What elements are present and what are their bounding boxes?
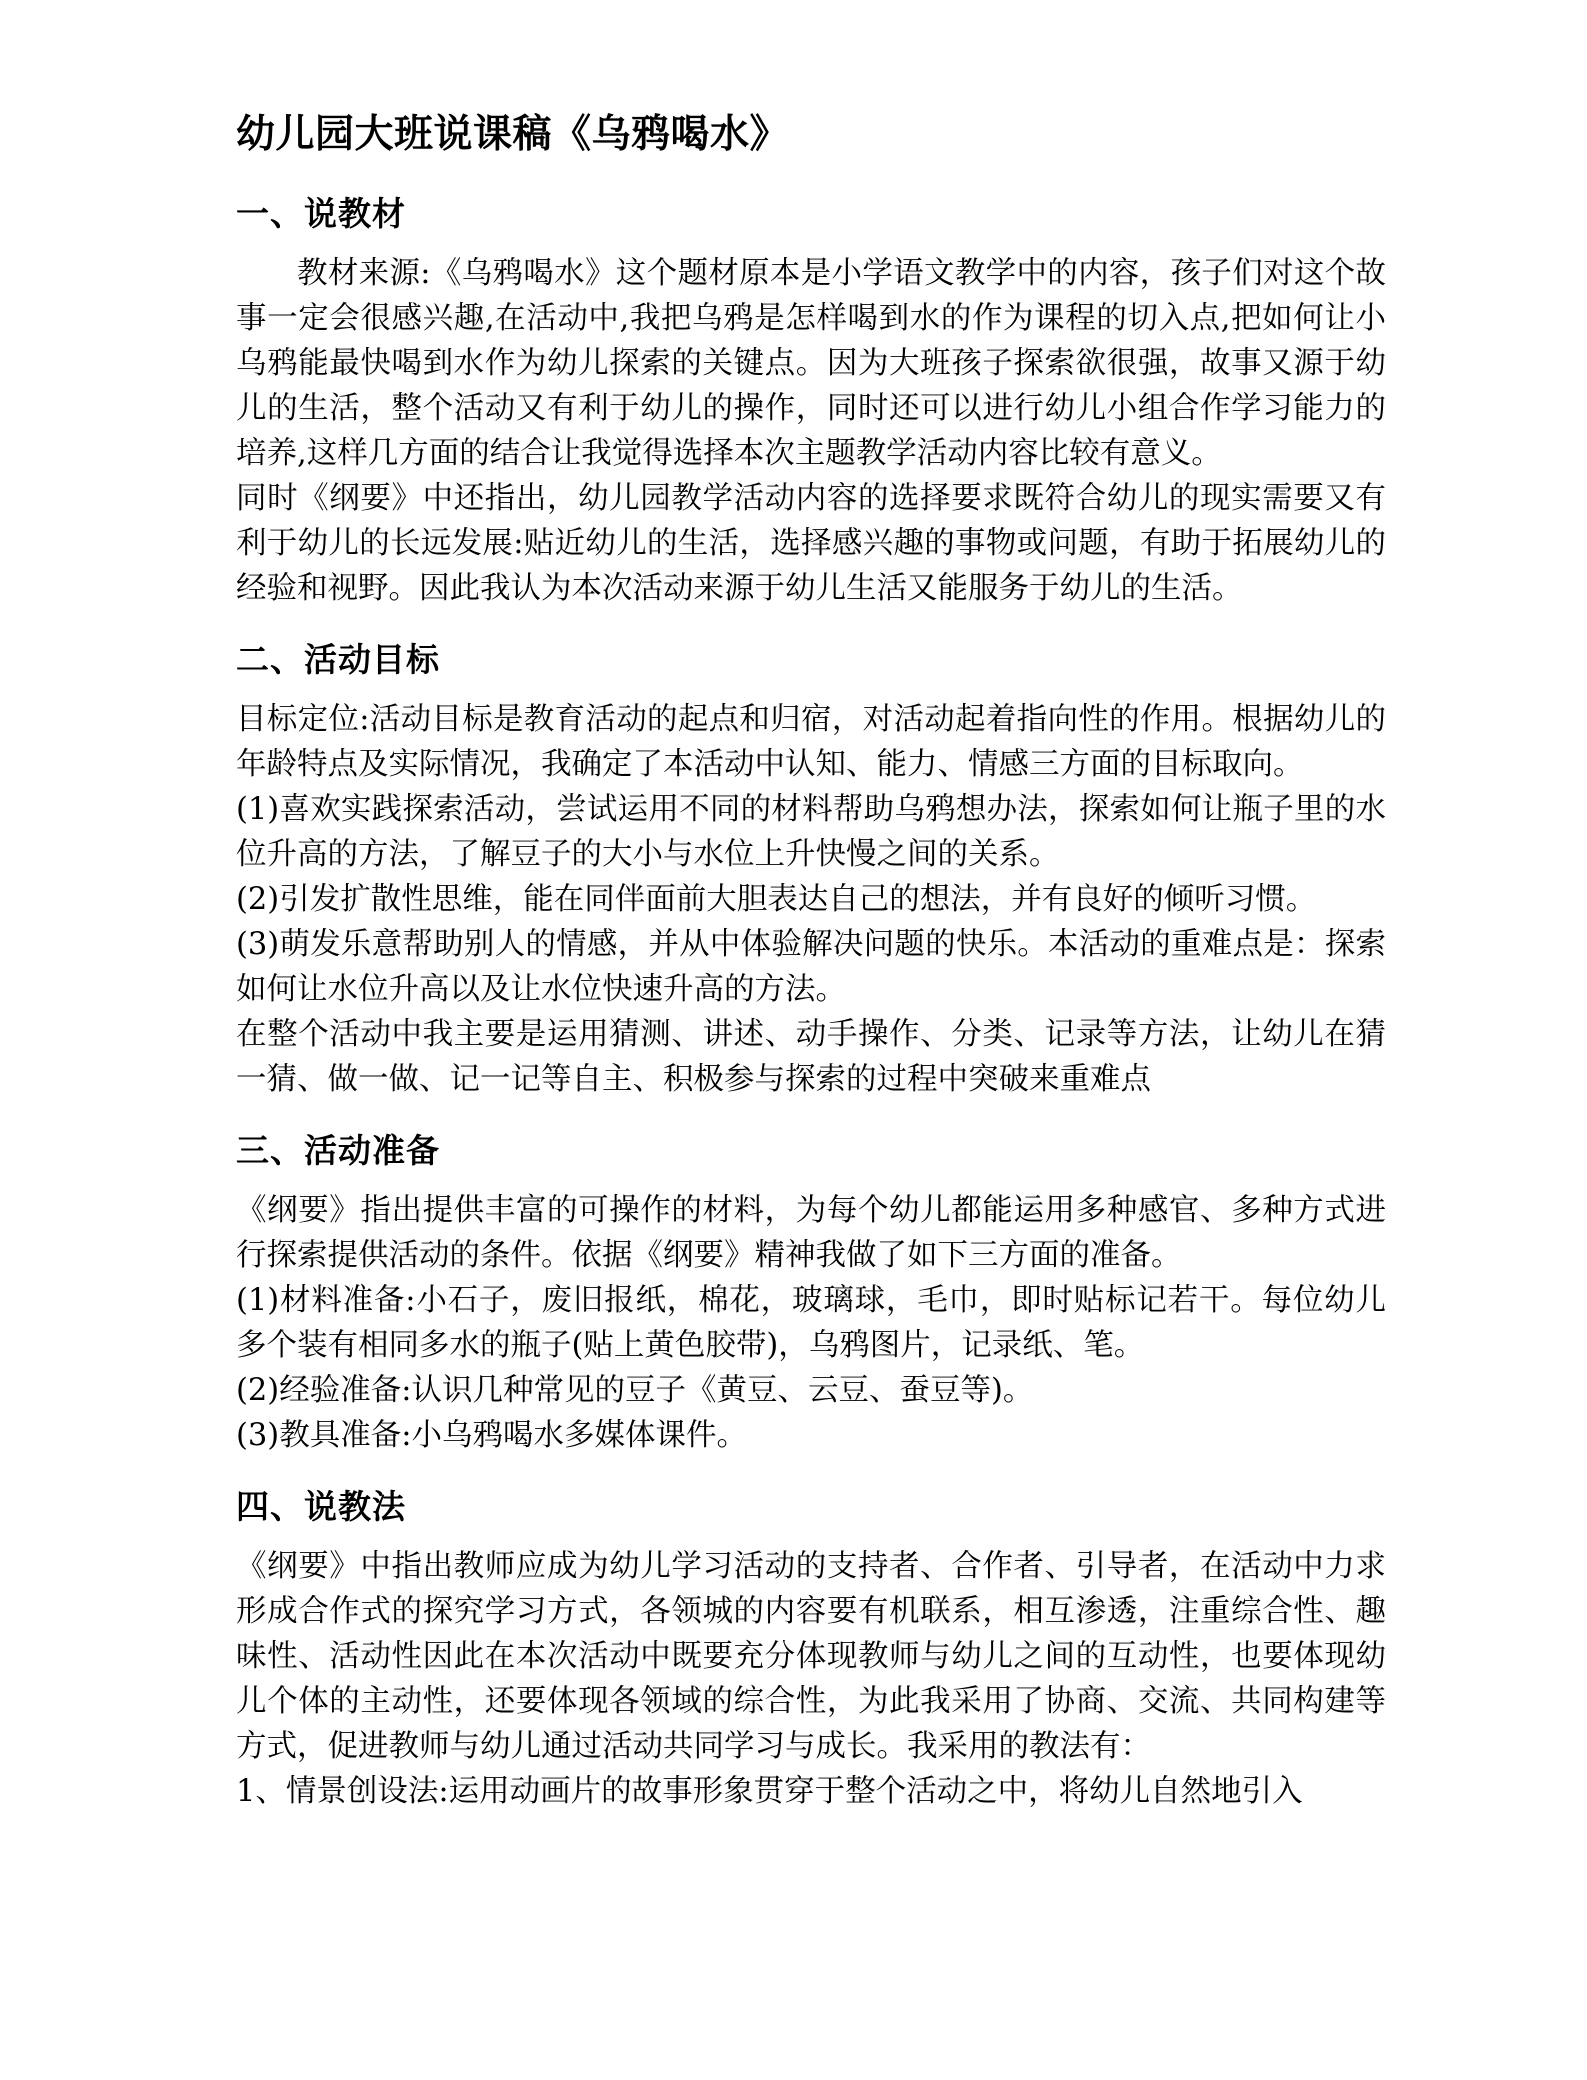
section-1-paragraph-2: 同时《纲要》中还指出，幼儿园教学活动内容的选择要求既符合幼儿的现实需要又有利于幼儿的长远发展:贴近幼儿的生活，选择感兴趣的事物或问题，有助于拓展幼儿的经验和视野。因此我认为本次活动来源于幼儿生活又能服务于幼儿的生活。 [236,480,1386,606]
section-3-paragraph-4: (3)教具准备:小乌鸦喝水多媒体课件。 [236,1418,747,1454]
section-4-paragraph-2: 1、情景创设法:运用动画片的故事形象贯穿于整个活动之中，将幼儿自然地引入 [236,1774,1303,1810]
section-heading-3: 三、活动准备 [236,1131,440,1171]
section-2-paragraph-1: 目标定位:活动目标是教育活动的起点和归宿，对活动起着指向性的作用。根据幼儿的年龄特点及实际情况，我确定了本活动中认知、能力、情感三方面的目标取向。 [236,702,1386,783]
section-2-paragraph-3: (2)引发扩散性思维，能在同伴面前大胆表达自己的想法，并有良好的倾听习惯。 [236,882,1317,918]
section-2-paragraph-2: (1)喜欢实践探索活动，尝试运用不同的材料帮助乌鸦想办法，探索如何让瓶子里的水位升高的方法，了解豆子的大小与水位上升快慢之间的关系。 [236,792,1386,873]
section-2-paragraph-4: (3)萌发乐意帮助别人的情感，并从中体验解决问题的快乐。本活动的重难点是：探索如何让水位升高以及让水位快速升高的方法。 [236,927,1386,1008]
section-1 [236,191,1386,611]
section-3 [236,1128,1386,1458]
section-2-paragraph-5: 在整个活动中我主要是运用猜测、讲述、动手操作、分类、记录等方法，让幼儿在猜一猜、做一做、记一记等自主、积极参与探索的过程中突破来重难点 [236,1017,1386,1098]
section-3-paragraph-3: (2)经验准备:认识几种常见的豆子《黄豆、云豆、蚕豆等)。 [236,1373,1034,1409]
section-3-paragraph-1: 《纲要》指出提供丰富的可操作的材料，为每个幼儿都能运用多种感官、多种方式进行探索提供活动的条件。依据《纲要》精神我做了如下三方面的准备。 [236,1193,1386,1274]
section-1-paragraph-1: 教材来源:《乌鸦喝水》这个题材原本是小学语文教学中的内容，孩子们对这个故事一定会很感兴趣,在活动中,我把乌鸦是怎样喝到水的作为课程的切入点,把如何让小乌鸦能最快喝到水作为幼儿探索的关键点。因为大班孩子探索欲很强，故事又源于幼儿的生活，整个活动又有利于幼儿的操作，同时还可以进行幼儿小组合作学习能力的培养,这样几方面的结合让我觉得选择本次主题教学活动内容比较有意义。 [236,255,1386,471]
section-3-paragraph-2: (1)材料准备:小石子，废旧报纸，棉花，玻璃球，毛巾，即时贴标记若干。每位幼儿多个装有相同多水的瓶子(贴上黄色胶带)，乌鸦图片，记录纸、笔。 [236,1283,1386,1364]
section-4 [236,1484,1386,1814]
section-heading-2: 二、活动目标 [236,639,440,679]
section-4-paragraph-1: 《纲要》中指出教师应成为幼儿学习活动的支持者、合作者、引导者，在活动中力求形成合作式的探究学习方式，各领城的内容要有机联系，相互渗透，注重综合性、趣味性、活动性因此在本次活动中既要充分体现教师与幼儿之间的互动性，也要体现幼儿个体的主动性，还要体现各领域的综合性，为此我采用了协商、交流、共同构建等方式，促进教师与幼儿通过活动共同学习与成长。我采用的教法有： [236,1549,1386,1765]
section-2 [236,637,1386,1102]
document-body [236,108,1386,1814]
page-title: 幼儿园大班说课稿《乌鸦喝水》 [236,111,790,157]
section-heading-1: 一、说教材 [236,193,406,233]
section-heading-4: 四、说教法 [236,1487,406,1527]
